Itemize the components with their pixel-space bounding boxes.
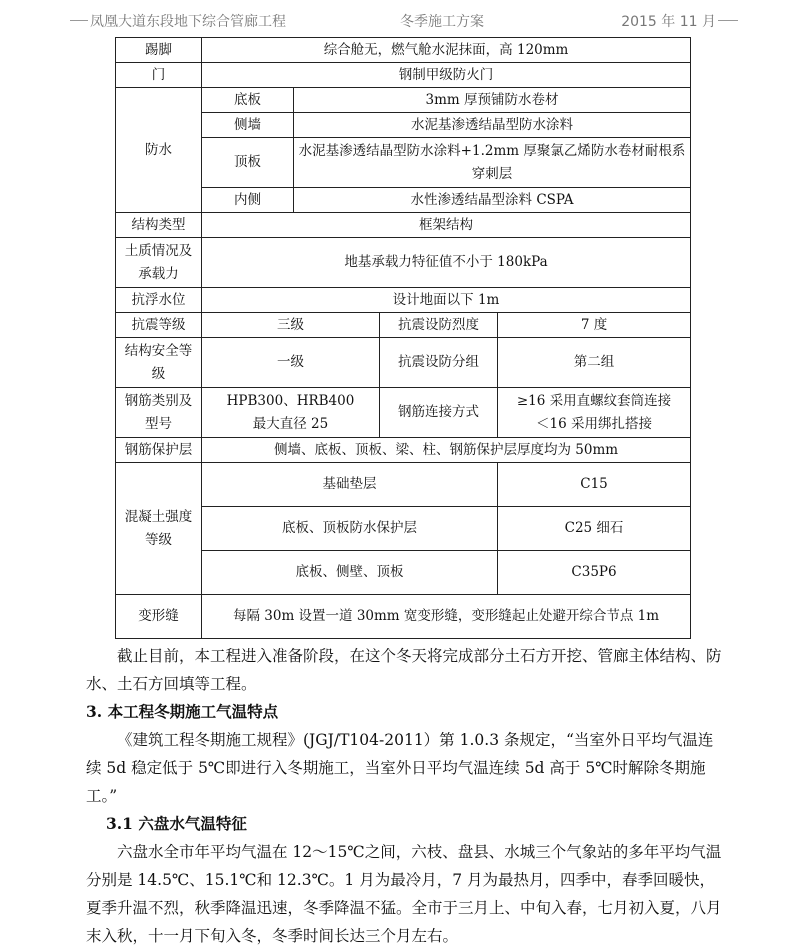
row-label: 结构安全等级 bbox=[116, 338, 202, 388]
table-row bbox=[116, 288, 691, 313]
row-value-2 bbox=[498, 388, 691, 438]
row-value-2: 7 度 bbox=[498, 313, 691, 338]
row-value: 水泥基渗透结晶型防水涂料+1.2mm 厚聚氯乙烯防水卷材耐根系穿刺层 bbox=[294, 138, 691, 188]
table-row bbox=[116, 507, 691, 551]
row-value: 框架结构 bbox=[202, 213, 691, 238]
table-row bbox=[116, 463, 691, 507]
row-label: 结构类型 bbox=[116, 213, 202, 238]
table-row bbox=[116, 438, 691, 463]
value-line: 最大直径 25 bbox=[252, 415, 329, 432]
header-rule-left bbox=[70, 20, 88, 21]
table-row bbox=[116, 138, 691, 188]
row-label: 土质情况及承载力 bbox=[116, 238, 202, 288]
table-row bbox=[116, 188, 691, 213]
header-rule-right bbox=[718, 20, 738, 21]
sub-label: 侧墙 bbox=[202, 113, 294, 138]
row-value bbox=[202, 388, 380, 438]
row-value: 三级 bbox=[202, 313, 380, 338]
sub-label: 底板 bbox=[202, 88, 294, 113]
project-spec-table bbox=[115, 37, 691, 639]
table-row bbox=[116, 63, 691, 88]
table-row bbox=[116, 213, 691, 238]
concrete-grade: C35P6 bbox=[498, 551, 691, 595]
sub-label: 内侧 bbox=[202, 188, 294, 213]
row-label-2: 抗震设防烈度 bbox=[380, 313, 498, 338]
header-doc-title: 冬季施工方案 bbox=[400, 14, 484, 30]
row-label: 门 bbox=[116, 63, 202, 88]
row-label: 钢筋保护层 bbox=[116, 438, 202, 463]
section-heading-3: 3. 本工程冬期施工气温特点 bbox=[86, 702, 279, 721]
row-label: 钢筋类别及型号 bbox=[116, 388, 202, 438]
header-date: 2015 年 11 月 bbox=[621, 14, 716, 30]
section-heading-3-1: 3.1 六盘水气温特征 bbox=[106, 814, 247, 833]
table-row bbox=[116, 88, 691, 113]
table-row bbox=[116, 388, 691, 438]
row-value: 钢制甲级防火门 bbox=[202, 63, 691, 88]
sub-label: 顶板 bbox=[202, 138, 294, 188]
row-label: 防水 bbox=[116, 88, 202, 213]
value-line: HPB300、HRB400 bbox=[226, 392, 355, 409]
concrete-part: 底板、顶板防水保护层 bbox=[202, 507, 498, 551]
row-value: 水性渗透结晶型涂料 CSPA bbox=[294, 188, 691, 213]
concrete-part: 底板、侧壁、顶板 bbox=[202, 551, 498, 595]
table-row bbox=[116, 551, 691, 595]
concrete-grade: C15 bbox=[498, 463, 691, 507]
row-value: 综合舱无，燃气舱水泥抹面，高 120mm bbox=[202, 38, 691, 63]
paragraph-progress: 截止目前，本工程进入准备阶段，在这个冬天将完成部分土石方开挖、管廊主体结构、防水、土石方回填等工程。 bbox=[86, 647, 722, 693]
concrete-grade: C25 细石 bbox=[498, 507, 691, 551]
page-header bbox=[70, 8, 738, 32]
concrete-part: 基础垫层 bbox=[202, 463, 498, 507]
table-row bbox=[116, 38, 691, 63]
row-label-2: 钢筋连接方式 bbox=[380, 388, 498, 438]
table-row bbox=[116, 313, 691, 338]
header-project-name: 凤凰大道东段地下综合管廊工程 bbox=[90, 14, 286, 30]
body-text bbox=[86, 642, 726, 950]
row-value: 水泥基渗透结晶型防水涂料 bbox=[294, 113, 691, 138]
row-label: 踢脚 bbox=[116, 38, 202, 63]
row-value: 地基承载力特征值不小于 180kPa bbox=[202, 238, 691, 288]
paragraph-climate: 六盘水全市年平均气温在 12～15℃之间，六枝、盘县、水城三个气象站的多年平均气温分别是 14.5℃、15.1℃和 12.3℃。1 月为最冷月，7 月为最热月，四季中，春季回暖快，夏季升温不烈，秋季降温迅速，冬季降温不猛。全市于三月上、中旬入春，七月初入夏，八月末入秋，十一月下旬入冬，冬季时间长达三个月左右。 bbox=[86, 843, 722, 945]
table-row bbox=[116, 113, 691, 138]
paragraph-code-rule: 《建筑工程冬期施工规程》(JGJ/T104-2011）第 1.0.3 条规定，“当室外日平均气温连续 5d 稳定低于 5℃即进行入冬期施工，当室外日平均气温连续 5d 高于 5℃时解除冬期施工。” bbox=[86, 731, 714, 805]
value-line: ≥16 采用直螺纹套筒连接 bbox=[516, 392, 672, 409]
row-value: 3mm 厚预铺防水卷材 bbox=[294, 88, 691, 113]
row-label: 混凝土强度等级 bbox=[116, 463, 202, 595]
row-label: 变形缝 bbox=[116, 595, 202, 639]
row-label: 抗震等级 bbox=[116, 313, 202, 338]
value-line: ＜16 采用绑扎搭接 bbox=[536, 415, 653, 432]
row-value: 一级 bbox=[202, 338, 380, 388]
row-value: 每隔 30m 设置一道 30mm 宽变形缝，变形缝起止处避开综合节点 1m bbox=[202, 595, 691, 639]
table-row bbox=[116, 595, 691, 639]
row-label: 抗浮水位 bbox=[116, 288, 202, 313]
table-row bbox=[116, 338, 691, 388]
row-value-2: 第二组 bbox=[498, 338, 691, 388]
row-value: 设计地面以下 1m bbox=[202, 288, 691, 313]
row-label-2: 抗震设防分组 bbox=[380, 338, 498, 388]
row-value: 侧墙、底板、顶板、梁、柱、钢筋保护层厚度均为 50mm bbox=[202, 438, 691, 463]
table-row bbox=[116, 238, 691, 288]
